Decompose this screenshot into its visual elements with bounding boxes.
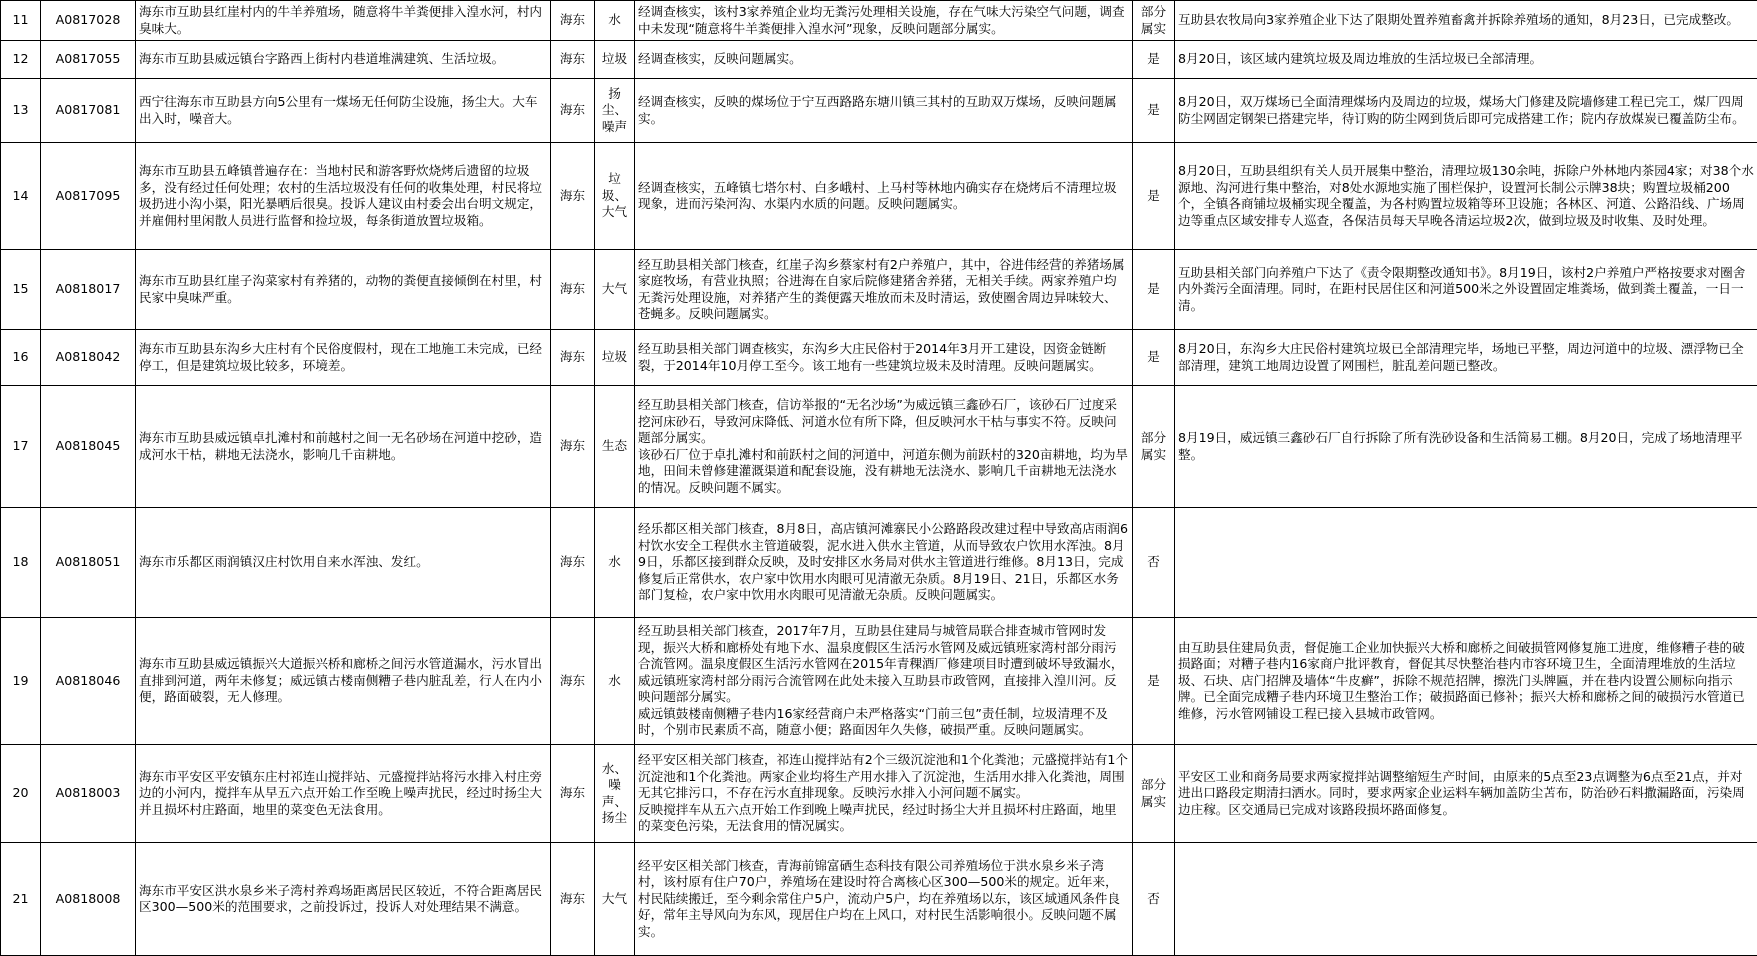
table-row bbox=[1, 386, 1757, 508]
case-code-text: A0818008 bbox=[44, 891, 132, 908]
pollution-type-cell bbox=[595, 330, 635, 386]
investigation-result-text: 经调查核实，五峰镇七塔尔村、白多峨村、上马村等林地内确实存在烧烤后不清理垃圾现象，进而污染河沟、水渠内水质的问题。反映问题属实。 bbox=[638, 180, 1129, 213]
investigation-result-cell bbox=[635, 386, 1133, 508]
region-cell bbox=[551, 386, 595, 508]
pollution-type-text: 水 bbox=[598, 673, 631, 690]
handling-result-text: 8月20日，互助县组织有关人员开展集中整治，清理垃圾130余吨，拆除户外林地内茶园4家；对38个水源地、沟河进行集中整治，对8处水源地实施了围栏保护，设置河长制公示牌38块；购置垃圾桶200个，全镇各商铺垃圾桶实现全覆盖，为各村购置垃圾箱等环卫设施；各林区、河道、公路沿线、广场周边等重点区域安排专人巡查，各保洁员每天早晚各清运垃圾2次，做到垃圾及时收集、及时处理。 bbox=[1178, 163, 1754, 229]
table-row bbox=[1, 508, 1757, 618]
investigation-result-cell bbox=[635, 843, 1133, 956]
investigation-result-text: 经调查核实，该村3家养殖企业均无粪污处理相关设施，存在气味大污染空气问题，调查中未发现“随意将牛羊粪便排入湟水河”现象，反映问题部分属实。 bbox=[638, 4, 1129, 37]
table-row bbox=[1, 745, 1757, 843]
complaint-content-cell bbox=[136, 143, 551, 250]
pollution-type-text: 大气 bbox=[598, 891, 631, 908]
pollution-type-cell bbox=[595, 1, 635, 41]
investigation-result-cell bbox=[635, 508, 1133, 618]
pollution-type-cell bbox=[595, 618, 635, 745]
complaint-content-text: 海东市互助县威远镇振兴大道振兴桥和廊桥之间污水管道漏水，污水冒出直排到河道，两年未修复；威远镇古楼南侧糟子巷内脏乱差，行人在内小便，路面破裂，无人修理。 bbox=[139, 656, 547, 706]
handling-result-cell bbox=[1175, 1, 1757, 41]
handling-result-cell bbox=[1175, 41, 1757, 79]
case-code-text: A0817055 bbox=[44, 51, 132, 68]
row-number-cell bbox=[1, 386, 41, 508]
verified-status-cell bbox=[1133, 843, 1175, 956]
region-text: 海东 bbox=[554, 188, 591, 205]
row-number-text: 14 bbox=[4, 188, 37, 205]
region-cell bbox=[551, 843, 595, 956]
verified-status-text: 是 bbox=[1136, 281, 1171, 298]
verified-status-text: 是 bbox=[1136, 349, 1171, 366]
verified-status-cell bbox=[1133, 508, 1175, 618]
row-number-text: 11 bbox=[4, 12, 37, 29]
complaint-content-text: 海东市平安区平安镇东庄村祁连山搅拌站、元盛搅拌站将污水排入村庄旁边的小河内，搅拌车从早五六点开始工作至晚上噪声扰民，经过时扬尘大并且损坏村庄路面，地里的菜变色无法食用。 bbox=[139, 769, 547, 819]
investigation-result-text: 经平安区相关部门核查，青海前锦富硒生态科技有限公司养殖场位于洪水泉乡米子湾村，该村原有住户70户，养殖场在建设时符合离核心区300—500米的规定。近年来，村民陆续搬迁，至今剩余常住户5户，流动户5户，均在养殖场以东，该区域通风条件良好，常年主导风向为东风，现居住户均在上风口，对村民生活影响很小。反映问题不属实。 bbox=[638, 858, 1129, 941]
region-text: 海东 bbox=[554, 102, 591, 119]
investigation-result-text: 经互助县相关部门调查核实，东沟乡大庄民俗村于2014年3月开工建设，因资金链断裂，于2014年10月停工至今。该工地有一些建筑垃圾未及时清理。反映问题属实。 bbox=[638, 341, 1129, 374]
table-row bbox=[1, 1, 1757, 41]
case-code-text: A0818017 bbox=[44, 281, 132, 298]
handling-result-text: 互助县农牧局向3家养殖企业下达了限期处置养殖畜禽并拆除养殖场的通知，8月23日，已完成整改。 bbox=[1178, 12, 1754, 29]
pollution-type-cell bbox=[595, 41, 635, 79]
pollution-type-cell bbox=[595, 250, 635, 330]
region-cell bbox=[551, 508, 595, 618]
table-row bbox=[1, 79, 1757, 143]
handling-result-cell bbox=[1175, 508, 1757, 618]
complaint-content-cell bbox=[136, 79, 551, 143]
handling-result-text: 8月20日，双万煤场已全面清理煤场内及周边的垃圾，煤场大门修建及院墙修建工程已完工，煤厂四周防尘网固定钢架已搭建完毕，待订购的防尘网到货后即可完成搭建工作；院内存放煤炭已覆盖防尘布。 bbox=[1178, 94, 1754, 127]
complaint-content-text: 海东市乐都区雨润镇汉庄村饮用自来水浑浊、发红。 bbox=[139, 554, 547, 571]
verified-status-cell bbox=[1133, 1, 1175, 41]
row-number-text: 12 bbox=[4, 51, 37, 68]
region-text: 海东 bbox=[554, 891, 591, 908]
complaint-content-cell bbox=[136, 508, 551, 618]
row-number-cell bbox=[1, 250, 41, 330]
table-row bbox=[1, 143, 1757, 250]
verified-status-text: 是 bbox=[1136, 188, 1171, 205]
region-text: 海东 bbox=[554, 673, 591, 690]
region-cell bbox=[551, 79, 595, 143]
pollution-type-text: 大气 bbox=[598, 281, 631, 298]
case-code-cell bbox=[41, 250, 136, 330]
region-cell bbox=[551, 330, 595, 386]
handling-result-text: 互助县相关部门向养殖户下达了《责令限期整改通知书》。8月19日，该村2户养殖户严格按要求对圈舍内外粪污全面清理。同时，在距村民居住区和河道500米之外设置固定堆粪场，做到粪土覆盖，一日一清。 bbox=[1178, 265, 1754, 315]
handling-result-cell bbox=[1175, 143, 1757, 250]
complaint-content-cell bbox=[136, 386, 551, 508]
case-code-cell bbox=[41, 745, 136, 843]
case-code-text: A0817081 bbox=[44, 102, 132, 119]
pollution-type-cell bbox=[595, 508, 635, 618]
row-number-text: 18 bbox=[4, 554, 37, 571]
handling-result-text: 平安区工业和商务局要求两家搅拌站调整缩短生产时间，由原来的5点至23点调整为6点至21点，并对进出口路段定期清扫洒水。同时，要求两家企业运料车辆加盖防尘苫布，防治砂石料撒漏路面，污染周边庄稼。区交通局已完成对该路段损坏路面修复。 bbox=[1178, 769, 1754, 819]
case-code-cell bbox=[41, 618, 136, 745]
investigation-result-text: 经平安区相关部门核查，祁连山搅拌站有2个三级沉淀池和1个化粪池；元盛搅拌站有1个沉淀池和1个化粪池。两家企业均将生产用水排入了沉淀池，生活用水排入化粪池，周围无其它排污口，不存在污水直排现象。反映污水排入小河问题不属实。 反映搅拌车从五六点开始工作到晚上噪声扰民，经过时扬尘大并且损坏村庄路面，地里的菜变色污染，无法食用的情况属实。 bbox=[638, 752, 1129, 835]
investigation-result-text: 经互助县相关部门核查，红崖子沟乡蔡家村有2户养殖户，其中，谷进伟经营的养猪场属家庭牧场，有营业执照；谷进海在自家后院修建猪舍养猪，无相关手续。两家养殖户均无粪污处理设施，对养猪产生的粪便露天堆放而未及时清运，致使圈舍周边异味较大、苍蝇多。反映问题属实。 bbox=[638, 257, 1129, 323]
handling-result-cell bbox=[1175, 843, 1757, 956]
region-text: 海东 bbox=[554, 785, 591, 802]
pollution-type-text: 垃圾 bbox=[598, 51, 631, 68]
pollution-type-text: 水 bbox=[598, 12, 631, 29]
region-text: 海东 bbox=[554, 554, 591, 571]
complaint-content-text: 海东市互助县东沟乡大庄村有个民俗度假村，现在工地施工未完成，已经停工，但是建筑垃圾比较多，环境差。 bbox=[139, 341, 547, 374]
table-body bbox=[1, 1, 1757, 956]
region-cell bbox=[551, 250, 595, 330]
pollution-type-text: 生态 bbox=[598, 438, 631, 455]
region-text: 海东 bbox=[554, 349, 591, 366]
verified-status-text: 是 bbox=[1136, 51, 1171, 68]
handling-result-text: 8月19日，威远镇三鑫砂石厂自行拆除了所有洗砂设备和生活简易工棚。8月20日，完成了场地清理平整。 bbox=[1178, 430, 1754, 463]
case-code-text: A0818042 bbox=[44, 349, 132, 366]
region-text: 海东 bbox=[554, 12, 591, 29]
pollution-type-text: 垃圾、大气 bbox=[598, 171, 631, 221]
case-code-cell bbox=[41, 508, 136, 618]
region-cell bbox=[551, 1, 595, 41]
complaint-content-text: 西宁往海东市互助县方向5公里有一煤场无任何防尘设施，扬尘大。大车出入时，噪音大。 bbox=[139, 94, 547, 127]
handling-result-cell bbox=[1175, 79, 1757, 143]
region-cell bbox=[551, 745, 595, 843]
region-text: 海东 bbox=[554, 51, 591, 68]
verified-status-text: 是 bbox=[1136, 673, 1171, 690]
row-number-cell bbox=[1, 143, 41, 250]
pollution-type-text: 垃圾 bbox=[598, 349, 631, 366]
row-number-cell bbox=[1, 330, 41, 386]
complaint-content-text: 海东市互助县红崖子沟菜家村有养猪的，动物的粪便直接倾倒在村里，村民家中臭味严重。 bbox=[139, 273, 547, 306]
verified-status-cell bbox=[1133, 618, 1175, 745]
complaint-content-cell bbox=[136, 330, 551, 386]
complaint-content-text: 海东市平安区洪水泉乡米子湾村养鸡场距离居民区较近，不符合距离居民区300—500米的范围要求，之前投诉过，投诉人对处理结果不满意。 bbox=[139, 883, 547, 916]
complaint-content-cell bbox=[136, 1, 551, 41]
investigation-result-cell bbox=[635, 745, 1133, 843]
verified-status-text: 否 bbox=[1136, 554, 1171, 571]
case-code-text: A0818045 bbox=[44, 438, 132, 455]
verified-status-cell bbox=[1133, 143, 1175, 250]
row-number-text: 20 bbox=[4, 785, 37, 802]
handling-result-cell bbox=[1175, 618, 1757, 745]
verified-status-cell bbox=[1133, 41, 1175, 79]
handling-result-cell bbox=[1175, 250, 1757, 330]
table-row bbox=[1, 41, 1757, 79]
row-number-cell bbox=[1, 745, 41, 843]
row-number-text: 21 bbox=[4, 891, 37, 908]
pollution-type-cell bbox=[595, 386, 635, 508]
complaint-content-cell bbox=[136, 250, 551, 330]
handling-result-text: 8月20日，东沟乡大庄民俗村建筑垃圾已全部清理完毕，场地已平整，周边河道中的垃圾、漂浮物已全部清理，建筑工地周边设置了网围栏，脏乱差问题已整改。 bbox=[1178, 341, 1754, 374]
verified-status-text: 否 bbox=[1136, 891, 1171, 908]
row-number-cell bbox=[1, 618, 41, 745]
row-number-cell bbox=[1, 41, 41, 79]
region-cell bbox=[551, 143, 595, 250]
table-row bbox=[1, 843, 1757, 956]
row-number-text: 15 bbox=[4, 281, 37, 298]
row-number-text: 13 bbox=[4, 102, 37, 119]
complaint-content-text: 海东市互助县威远镇台字路西上街村内巷道堆满建筑、生活垃圾。 bbox=[139, 51, 547, 68]
region-cell bbox=[551, 41, 595, 79]
pollution-type-text: 水 bbox=[598, 554, 631, 571]
investigation-result-text: 经调查核实，反映的煤场位于宁互西路路东塘川镇三其村的互助双万煤场，反映问题属实。 bbox=[638, 94, 1129, 127]
row-number-cell bbox=[1, 79, 41, 143]
case-code-text: A0817095 bbox=[44, 188, 132, 205]
handling-result-text: 8月20日，该区域内建筑垃圾及周边堆放的生活垃圾已全部清理。 bbox=[1178, 51, 1754, 68]
complaint-content-text: 海东市互助县红崖村内的牛羊养殖场，随意将牛羊粪便排入湟水河，村内臭味大。 bbox=[139, 4, 547, 37]
case-code-cell bbox=[41, 1, 136, 41]
case-code-cell bbox=[41, 143, 136, 250]
investigation-result-text: 经乐都区相关部门核查，8月8日，高店镇河滩寨民小公路路段改建过程中导致高店雨润6村饮水安全工程供水主管道破裂，泥水进入供水主管道，从而导致农户饮用水浑浊。8月9日，乐都区接到群众反映，及时安排区水务局对供水主管道进行维修。8月13日，完成修复后正常供水，农户家中饮用水肉眼可见清澈无杂质。8月19日、21日，乐都区水务部门复检，农户家中饮用水肉眼可见清澈无杂质。反映问题属实。 bbox=[638, 521, 1129, 604]
case-code-text: A0818051 bbox=[44, 554, 132, 571]
verified-status-cell bbox=[1133, 79, 1175, 143]
pollution-type-cell bbox=[595, 745, 635, 843]
investigation-result-cell bbox=[635, 250, 1133, 330]
complaint-content-text: 海东市互助县五峰镇普遍存在：当地村民和游客野炊烧烤后遗留的垃圾多，没有经过任何处理；农村的生活垃圾没有任何的收集处理，村民将垃圾扔进小沟小渠，阳光暴晒后很臭。投诉人建议由村委会出台明文规定，并雇佣村里闲散人员进行监督和捡垃圾，每条街道放置垃圾箱。 bbox=[139, 163, 547, 229]
investigation-result-text: 经调查核实，反映问题属实。 bbox=[638, 51, 1129, 68]
region-cell bbox=[551, 618, 595, 745]
table-row bbox=[1, 618, 1757, 745]
complaint-content-text: 海东市互助县威远镇卓扎滩村和前越村之间一无名砂场在河道中挖砂，造成河水干枯，耕地无法浇水，影响几千亩耕地。 bbox=[139, 430, 547, 463]
handling-result-cell bbox=[1175, 330, 1757, 386]
handling-result-cell bbox=[1175, 745, 1757, 843]
investigation-result-text: 经互助县相关部门核查，信访举报的“无名沙场”为威远镇三鑫砂石厂，该砂石厂过度采挖河床砂石，导致河床降低、河道水位有所下降，但反映河水干枯与事实不符。反映问题部分属实。 该砂石厂位于卓扎滩村和前跃村之间的河道中，河道东侧为前跃村的320亩耕地，均为旱地，田间未曾修建灌溉渠道和配套设施，没有耕地无法浇水、影响几千亩耕地无法浇水的情况。反映问题不属实。 bbox=[638, 397, 1129, 496]
complaint-content-cell bbox=[136, 618, 551, 745]
verified-status-text: 部分属实 bbox=[1136, 430, 1171, 463]
verified-status-text: 是 bbox=[1136, 102, 1171, 119]
pollution-type-cell bbox=[595, 843, 635, 956]
case-code-cell bbox=[41, 386, 136, 508]
investigation-result-cell bbox=[635, 41, 1133, 79]
verified-status-text: 部分属实 bbox=[1136, 777, 1171, 810]
row-number-cell bbox=[1, 843, 41, 956]
pollution-type-text: 扬尘、噪声 bbox=[598, 86, 631, 136]
complaint-content-cell bbox=[136, 745, 551, 843]
investigation-result-cell bbox=[635, 1, 1133, 41]
verified-status-cell bbox=[1133, 386, 1175, 508]
table-row bbox=[1, 250, 1757, 330]
row-number-cell bbox=[1, 508, 41, 618]
investigation-result-cell bbox=[635, 79, 1133, 143]
case-code-text: A0818003 bbox=[44, 785, 132, 802]
row-number-text: 16 bbox=[4, 349, 37, 366]
complaint-content-cell bbox=[136, 843, 551, 956]
verified-status-cell bbox=[1133, 330, 1175, 386]
case-code-text: A0818046 bbox=[44, 673, 132, 690]
investigation-result-cell bbox=[635, 618, 1133, 745]
verified-status-cell bbox=[1133, 250, 1175, 330]
investigation-result-cell bbox=[635, 330, 1133, 386]
case-code-cell bbox=[41, 41, 136, 79]
region-text: 海东 bbox=[554, 281, 591, 298]
pollution-type-cell bbox=[595, 143, 635, 250]
table-row bbox=[1, 330, 1757, 386]
row-number-text: 17 bbox=[4, 438, 37, 455]
row-number-text: 19 bbox=[4, 673, 37, 690]
row-number-cell bbox=[1, 1, 41, 41]
pollution-type-text: 水、噪声、扬尘 bbox=[598, 761, 631, 827]
investigation-result-cell bbox=[635, 143, 1133, 250]
verified-status-text: 部分属实 bbox=[1136, 4, 1171, 37]
verified-status-cell bbox=[1133, 745, 1175, 843]
pollution-type-cell bbox=[595, 79, 635, 143]
handling-result-cell bbox=[1175, 386, 1757, 508]
case-code-cell bbox=[41, 843, 136, 956]
handling-result-text: 由互助县住建局负责，督促施工企业加快振兴大桥和廊桥之间破损管网修复施工进度，维修糟子巷的破损路面；对糟子巷内16家商户批评教育，督促其尽快整治巷内市容环境卫生，全面清理堆放的生活垃圾、石块、店门招牌及墙体“牛皮癣”，拆除不规范招牌，擦洗门头牌匾，并在巷内设置公厕标向指示牌。已全面完成糟子巷内环境卫生整治工作；破损路面已修补；振兴大桥和廊桥之间的破损污水管道已维修，污水管网铺设工程已接入县城市政管网。 bbox=[1178, 640, 1754, 723]
case-code-cell bbox=[41, 79, 136, 143]
case-code-cell bbox=[41, 330, 136, 386]
investigation-result-text: 经互助县相关部门核查，2017年7月，互助县住建局与城管局联合排查城市管网时发现，振兴大桥和廊桥处有地下水、温泉度假区生活污水管网及威远镇班家湾村部分雨污合流管网。温泉度假区生活污水管网在2015年青稞酒厂修建项目时遭到破坏导致漏水，威远镇班家湾村部分雨污合流管网在此处未接入互助县市政管网，直接排入湟川河。反映问题部分属实。 威远镇鼓楼南侧糟子巷内16家经营商户未严格落实“门前三包”责任制，垃圾清理不及时，个别市民素质不高，随意小便；路面因年久失修，破损严重。反映问题属实。 bbox=[638, 623, 1129, 739]
region-text: 海东 bbox=[554, 438, 591, 455]
case-code-text: A0817028 bbox=[44, 12, 132, 29]
complaint-content-cell bbox=[136, 41, 551, 79]
